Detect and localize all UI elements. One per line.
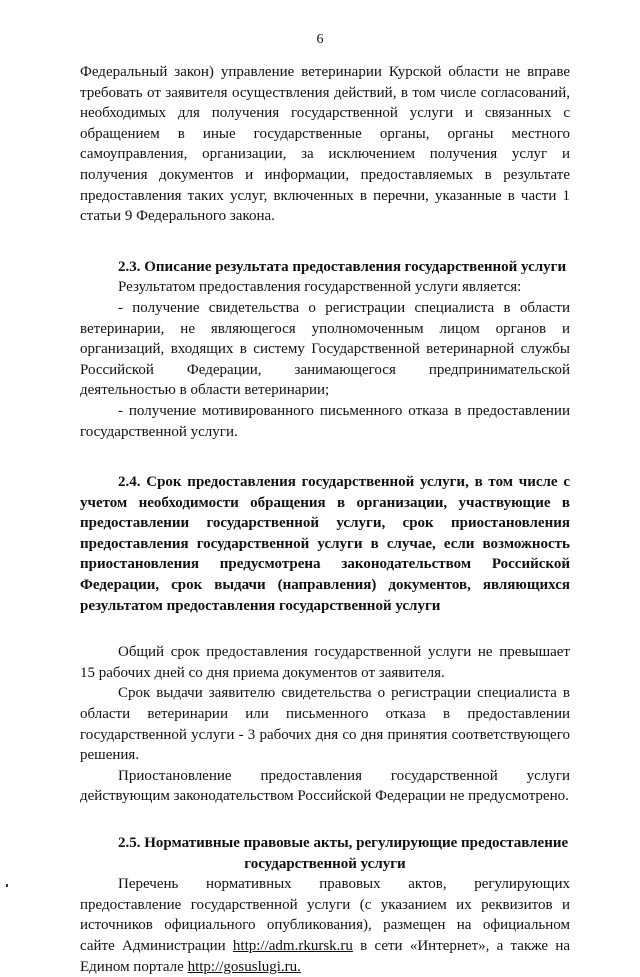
- admin-site-link[interactable]: http://adm.rkursk.ru: [232, 937, 353, 954]
- section-2-5-heading-line-2: государственной услуги: [244, 855, 406, 872]
- section-2-3-intro: Результатом предоставления государственной услуги является:: [118, 279, 522, 296]
- section-2-5-text-2: в сети «Интернет», а также на Едином портале: [80, 937, 570, 975]
- scan-artifact: [6, 884, 8, 887]
- spacer: [80, 442, 570, 472]
- section-2-5-text-1: Перечень нормативных правовых актов, регулирующих предоставление государственной услуги (с указанием их реквизитов и источников официального опубликования), размещен на официальном сайте Администрации: [80, 876, 570, 954]
- section-2-3-item-2: - получение мотивированного письменного отказа в предоставлении государственной услуги.: [80, 402, 570, 440]
- gosuslugi-link[interactable]: http://gosuslugi.ru.: [187, 958, 301, 975]
- section-2-4-heading: 2.4. Срок предоставления государственной услуги, в том числе с учетом необходимости обращения в организации, участвующие в предоставлении государственной услуги, срок приостановления предоставления государственной услуги в случае, если возможность приостановления предусмотрена законодательством Российской Федерации, срок выдачи (направления) документов, являющихся результатом предоставления государственной услуги: [80, 474, 570, 614]
- page-number: 6: [316, 32, 324, 47]
- spacer: [80, 807, 570, 833]
- section-2-5-heading-line-1: 2.5. Нормативные правовые акты, регулирующие предоставление: [118, 835, 569, 851]
- section-2-4-para-3: Приостановление предоставления государственной услуги действующим законодательством Российской Федерации не предусмотрено.: [80, 767, 570, 805]
- section-2-4-para-1: Общий срок предоставления государственной услуги не превышает 15 рабочих дней со дня приема документов от заявителя.: [80, 644, 570, 681]
- section-2-4-para-2: Срок выдачи заявителю свидетельства о регистрации специалиста в области ветеринарии или письменного отказа в предоставлении государственной услуги - 3 рабочих дня со дня принятия соответствующего решения.: [80, 685, 570, 764]
- section-2-5-paragraph: [80, 874, 570, 977]
- intro-paragraph: Федеральный закон) управление ветеринарии Курской области не вправе требовать от заявителя осуществления действий, в том числе согласований, необходимых для получения государственной услуги и связанных с обращением в иные государственные органы, органы местного самоуправления, организации, за исключением получения услуг и получения документов и информации, предоставляемых в результате предоставления таких услуг, включенных в перечни, указанные в части 1 статьи 9 Федерального закона.: [80, 64, 570, 225]
- spacer: [80, 227, 570, 257]
- document-body: [80, 62, 570, 977]
- section-2-3-item-1: - получение свидетельства о регистрации специалиста в области ветеринарии, не являющегося уполномоченным лицом органов и организаций, входящих в систему Государственной ветеринарной службы Российской Федерации, занимающегося предпринимательской деятельностью в области ветеринарии;: [80, 299, 570, 399]
- spacer: [80, 616, 570, 642]
- section-2-3-heading: 2.3. Описание результата предоставления государственной услуги: [118, 258, 567, 275]
